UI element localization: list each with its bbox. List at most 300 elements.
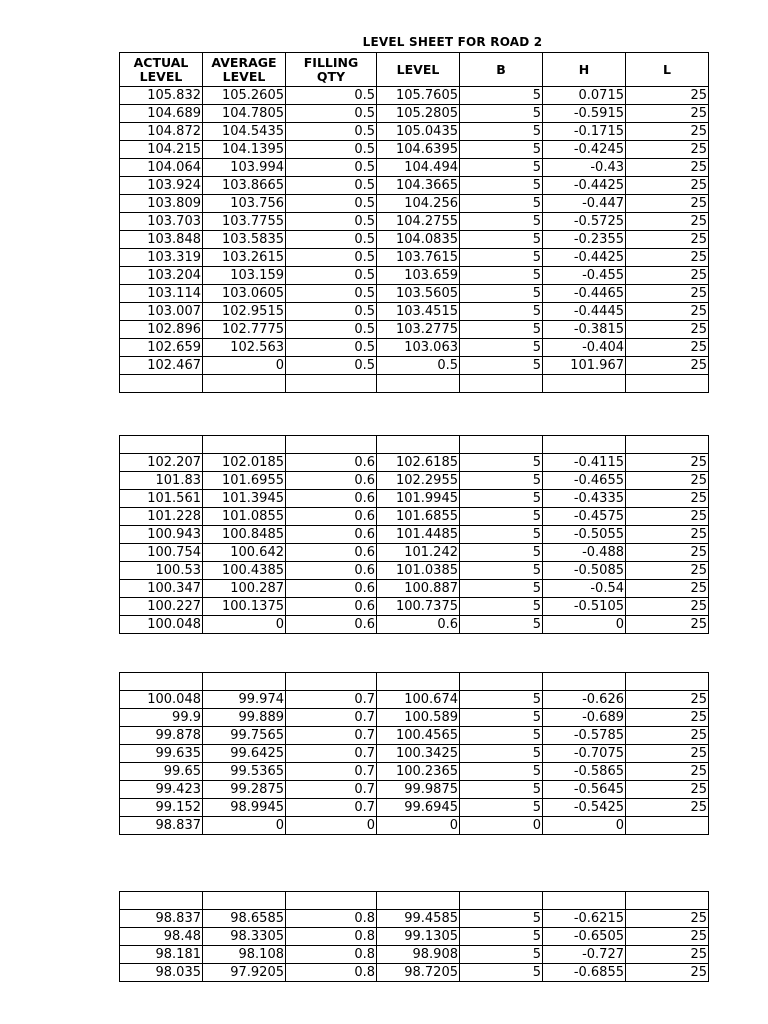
table-cell: 0.6 <box>286 598 377 616</box>
table-cell: 0.5 <box>286 213 377 231</box>
table-cell: -0.3815 <box>543 321 626 339</box>
table-cell: 102.467 <box>120 357 203 375</box>
table-cell: 25 <box>626 357 709 375</box>
sheet-title: LEVEL SHEET FOR ROAD 2 <box>362 35 543 49</box>
table-cell: -0.4655 <box>543 472 626 490</box>
table-cell: 103.8665 <box>203 177 286 195</box>
table-cell: 100.3425 <box>377 745 460 763</box>
table-cell: -0.4425 <box>543 249 626 267</box>
empty-cell <box>626 436 709 454</box>
table-cell: 99.889 <box>203 709 286 727</box>
table-cell: 104.1395 <box>203 141 286 159</box>
table-row <box>120 691 709 709</box>
table-row <box>120 321 709 339</box>
table-cell: 103.2615 <box>203 249 286 267</box>
table-cell: 104.872 <box>120 123 203 141</box>
table-cell: 104.3665 <box>377 177 460 195</box>
table-cell: 25 <box>626 946 709 964</box>
table-cell: 25 <box>626 213 709 231</box>
table-cell: 5 <box>460 454 543 472</box>
empty-cell <box>460 673 543 691</box>
table-row <box>120 817 709 835</box>
table-cell: 100.642 <box>203 544 286 562</box>
table-cell: -0.5915 <box>543 105 626 123</box>
table-cell: 25 <box>626 964 709 982</box>
table-cell: 98.9945 <box>203 799 286 817</box>
table-cell: 103.159 <box>203 267 286 285</box>
table-cell: 0 <box>286 817 377 835</box>
table-cell: 25 <box>626 781 709 799</box>
table-cell: 25 <box>626 177 709 195</box>
table-row <box>120 598 709 616</box>
table-cell: 103.114 <box>120 285 203 303</box>
table-cell: 103.204 <box>120 267 203 285</box>
table-cell: 100.53 <box>120 562 203 580</box>
header-b: B <box>460 53 543 87</box>
table-cell: 0.5 <box>286 141 377 159</box>
table-row <box>120 87 709 105</box>
empty-cell <box>286 673 377 691</box>
table-cell: 0 <box>203 817 286 835</box>
table-row <box>120 472 709 490</box>
table-cell: -0.4245 <box>543 141 626 159</box>
table-cell: 100.4565 <box>377 727 460 745</box>
table-cell: 103.809 <box>120 195 203 213</box>
table-row <box>120 159 709 177</box>
empty-cell <box>203 375 286 393</box>
table-cell: 25 <box>626 472 709 490</box>
table-row <box>120 709 709 727</box>
table-cell: 5 <box>460 105 543 123</box>
table-cell: 99.4585 <box>377 910 460 928</box>
table-cell: 103.319 <box>120 249 203 267</box>
table-cell: -0.488 <box>543 544 626 562</box>
header-level: LEVEL <box>377 53 460 87</box>
table-cell: -0.5785 <box>543 727 626 745</box>
table-cell: 105.2605 <box>203 87 286 105</box>
table-cell: 98.837 <box>120 817 203 835</box>
table-cell: 103.924 <box>120 177 203 195</box>
table-cell: 0 <box>460 817 543 835</box>
table-cell: 99.5365 <box>203 763 286 781</box>
table-cell: 25 <box>626 267 709 285</box>
table-cell: 98.6585 <box>203 910 286 928</box>
header-row <box>120 53 709 87</box>
table-cell: 98.181 <box>120 946 203 964</box>
table-cell: 0.5 <box>286 231 377 249</box>
table-cell: 25 <box>626 454 709 472</box>
table-cell: 100.227 <box>120 598 203 616</box>
table-cell: -0.7075 <box>543 745 626 763</box>
table-cell: 25 <box>626 562 709 580</box>
table-cell: 0.5 <box>286 105 377 123</box>
table-row <box>120 177 709 195</box>
table-cell: 103.5605 <box>377 285 460 303</box>
table-cell: -0.4425 <box>543 177 626 195</box>
table-cell: 101.83 <box>120 472 203 490</box>
table-cell: 25 <box>626 159 709 177</box>
table-cell: 25 <box>626 727 709 745</box>
table-cell: 5 <box>460 231 543 249</box>
table-row <box>120 508 709 526</box>
table-cell: 0.6 <box>286 472 377 490</box>
empty-cell <box>543 375 626 393</box>
table-cell: 0.5 <box>286 87 377 105</box>
table-row <box>120 544 709 562</box>
empty-cell <box>203 892 286 910</box>
table-row <box>120 357 709 375</box>
table-cell: 5 <box>460 544 543 562</box>
table-row <box>120 141 709 159</box>
table-cell: 98.48 <box>120 928 203 946</box>
table-cell: 103.4515 <box>377 303 460 321</box>
empty-cell <box>460 892 543 910</box>
level-table-section-1 <box>119 52 709 393</box>
header-actual-level: ACTUAL LEVEL <box>120 53 203 87</box>
table-cell: 99.9 <box>120 709 203 727</box>
table-cell: 0.7 <box>286 745 377 763</box>
table-cell: 25 <box>626 598 709 616</box>
table-cell: 5 <box>460 910 543 928</box>
table-row <box>120 105 709 123</box>
table-row <box>120 526 709 544</box>
table-row <box>120 195 709 213</box>
table-cell: 5 <box>460 249 543 267</box>
table-cell: 101.6955 <box>203 472 286 490</box>
table-row <box>120 616 709 634</box>
table-cell: 25 <box>626 709 709 727</box>
empty-cell <box>626 892 709 910</box>
table-cell: 102.0185 <box>203 454 286 472</box>
table-cell: -0.6215 <box>543 910 626 928</box>
table-cell: 99.635 <box>120 745 203 763</box>
empty-cell <box>203 673 286 691</box>
table-cell: 104.064 <box>120 159 203 177</box>
empty-cell <box>543 892 626 910</box>
table-row <box>120 799 709 817</box>
empty-cell <box>460 375 543 393</box>
table-cell: 0 <box>203 357 286 375</box>
table-cell: 25 <box>626 616 709 634</box>
table-cell: -0.2355 <box>543 231 626 249</box>
table-cell: 100.347 <box>120 580 203 598</box>
table-cell: 103.007 <box>120 303 203 321</box>
table-cell: 101.6855 <box>377 508 460 526</box>
table-cell: 0.5 <box>286 177 377 195</box>
header-l: L <box>626 53 709 87</box>
blank-row <box>120 673 709 691</box>
table-cell: 25 <box>626 580 709 598</box>
table-cell: 103.0605 <box>203 285 286 303</box>
table-cell: 0.8 <box>286 964 377 982</box>
table-row <box>120 781 709 799</box>
table-cell: 102.207 <box>120 454 203 472</box>
table-cell: 25 <box>626 285 709 303</box>
table-cell: 98.837 <box>120 910 203 928</box>
table-cell: 99.6425 <box>203 745 286 763</box>
table-cell: 0.8 <box>286 946 377 964</box>
table-cell: 99.65 <box>120 763 203 781</box>
table-row <box>120 928 709 946</box>
table-row <box>120 580 709 598</box>
table-row <box>120 946 709 964</box>
table-cell: 99.2875 <box>203 781 286 799</box>
table-row <box>120 303 709 321</box>
table-cell: 102.2955 <box>377 472 460 490</box>
table-cell: 104.0835 <box>377 231 460 249</box>
table-cell: -0.4115 <box>543 454 626 472</box>
table-cell: 0.8 <box>286 910 377 928</box>
table-cell: -0.5865 <box>543 763 626 781</box>
table-cell: 98.3305 <box>203 928 286 946</box>
table-row <box>120 249 709 267</box>
table-cell: 25 <box>626 799 709 817</box>
table-cell: 5 <box>460 691 543 709</box>
table-cell: 25 <box>626 303 709 321</box>
table-cell: 100.887 <box>377 580 460 598</box>
table-cell: 97.9205 <box>203 964 286 982</box>
table-cell: 5 <box>460 357 543 375</box>
table-cell: 0.5 <box>377 357 460 375</box>
table-cell: 101.967 <box>543 357 626 375</box>
table-cell: 101.0855 <box>203 508 286 526</box>
table-cell: 104.256 <box>377 195 460 213</box>
table-cell: -0.5085 <box>543 562 626 580</box>
table-cell: 25 <box>626 691 709 709</box>
table-cell: 98.908 <box>377 946 460 964</box>
table-cell: 5 <box>460 267 543 285</box>
level-table-section-3 <box>119 672 709 835</box>
table-cell: 0.5 <box>286 195 377 213</box>
table-cell: 5 <box>460 964 543 982</box>
table-cell: 104.6395 <box>377 141 460 159</box>
table-row <box>120 910 709 928</box>
table-cell: 0.6 <box>286 508 377 526</box>
table-cell: 25 <box>626 526 709 544</box>
table-cell: 100.048 <box>120 691 203 709</box>
table-cell: 5 <box>460 745 543 763</box>
table-cell: 99.6945 <box>377 799 460 817</box>
table-cell: 25 <box>626 141 709 159</box>
table-cell: -0.4335 <box>543 490 626 508</box>
table-row <box>120 964 709 982</box>
table-cell: 0.6 <box>286 526 377 544</box>
table-cell: 0.0715 <box>543 87 626 105</box>
table-cell: 99.974 <box>203 691 286 709</box>
table-cell: 25 <box>626 195 709 213</box>
table-row <box>120 490 709 508</box>
table-cell: 0 <box>543 817 626 835</box>
table-cell: 100.7375 <box>377 598 460 616</box>
table-cell: 0.6 <box>286 454 377 472</box>
table-cell: 101.0385 <box>377 562 460 580</box>
table-cell: 5 <box>460 598 543 616</box>
table-cell: 0.7 <box>286 763 377 781</box>
table-cell: 101.228 <box>120 508 203 526</box>
table-cell: 0.5 <box>286 339 377 357</box>
empty-cell <box>286 375 377 393</box>
table-cell: 5 <box>460 763 543 781</box>
table-cell: 25 <box>626 249 709 267</box>
table-cell: 103.848 <box>120 231 203 249</box>
table-cell: 104.689 <box>120 105 203 123</box>
table-cell: 98.7205 <box>377 964 460 982</box>
blank-row <box>120 375 709 393</box>
table-cell: 100.4385 <box>203 562 286 580</box>
table-cell: 101.4485 <box>377 526 460 544</box>
table-cell: 25 <box>626 87 709 105</box>
table-cell: 101.242 <box>377 544 460 562</box>
table-cell: 99.7565 <box>203 727 286 745</box>
empty-cell <box>626 673 709 691</box>
table-cell: 0.5 <box>286 123 377 141</box>
table-cell: 5 <box>460 508 543 526</box>
table-cell: 5 <box>460 490 543 508</box>
table-cell: -0.4575 <box>543 508 626 526</box>
table-cell: 0.7 <box>286 691 377 709</box>
table-cell: 0.6 <box>286 562 377 580</box>
table-cell: 0 <box>543 616 626 634</box>
table-cell: 103.756 <box>203 195 286 213</box>
table-cell: 100.1375 <box>203 598 286 616</box>
table-cell: 0.6 <box>286 490 377 508</box>
table-cell: 5 <box>460 616 543 634</box>
table-cell: 104.2755 <box>377 213 460 231</box>
table-cell: 5 <box>460 526 543 544</box>
level-table-section-4 <box>119 891 709 982</box>
table-cell: 105.2805 <box>377 105 460 123</box>
table-cell: 100.8485 <box>203 526 286 544</box>
table-cell: 0.7 <box>286 781 377 799</box>
table-cell: 102.659 <box>120 339 203 357</box>
table-cell: 25 <box>626 508 709 526</box>
table-cell: 103.994 <box>203 159 286 177</box>
table-cell: 105.0435 <box>377 123 460 141</box>
table-cell: 25 <box>626 490 709 508</box>
table-cell: 5 <box>460 285 543 303</box>
empty-cell <box>543 436 626 454</box>
table-cell: 100.048 <box>120 616 203 634</box>
table-cell: 5 <box>460 799 543 817</box>
table-cell: 25 <box>626 339 709 357</box>
table-row <box>120 763 709 781</box>
table-cell: 0.7 <box>286 709 377 727</box>
table-cell: 25 <box>626 928 709 946</box>
table-cell: 0.6 <box>286 580 377 598</box>
table-cell: -0.689 <box>543 709 626 727</box>
table-cell: 103.2775 <box>377 321 460 339</box>
table-cell: 100.287 <box>203 580 286 598</box>
empty-cell <box>120 892 203 910</box>
table-cell: 25 <box>626 105 709 123</box>
table-cell: 5 <box>460 87 543 105</box>
header-filling-qty: FILLING QTY <box>286 53 377 87</box>
table-cell: 5 <box>460 123 543 141</box>
table-cell: -0.455 <box>543 267 626 285</box>
table-cell: 25 <box>626 745 709 763</box>
table-cell: -0.404 <box>543 339 626 357</box>
table-cell: 98.108 <box>203 946 286 964</box>
table-cell: 5 <box>460 321 543 339</box>
table-cell: -0.1715 <box>543 123 626 141</box>
table-cell: 102.9515 <box>203 303 286 321</box>
table-cell: -0.447 <box>543 195 626 213</box>
table-row <box>120 285 709 303</box>
table-cell: 5 <box>460 928 543 946</box>
table-cell: 0.8 <box>286 928 377 946</box>
table-cell: 103.063 <box>377 339 460 357</box>
table-cell: 0.7 <box>286 727 377 745</box>
table-cell <box>626 817 709 835</box>
empty-cell <box>543 673 626 691</box>
table-cell: 100.943 <box>120 526 203 544</box>
table-cell: 25 <box>626 544 709 562</box>
table-cell: 0.7 <box>286 799 377 817</box>
table-cell: -0.727 <box>543 946 626 964</box>
table-cell: 5 <box>460 213 543 231</box>
table-cell: 0 <box>377 817 460 835</box>
table-cell: 99.878 <box>120 727 203 745</box>
table-cell: 25 <box>626 231 709 249</box>
table-cell: 5 <box>460 303 543 321</box>
table-cell: 101.3945 <box>203 490 286 508</box>
table-cell: -0.5645 <box>543 781 626 799</box>
table-cell: 0.5 <box>286 159 377 177</box>
table-cell: 5 <box>460 472 543 490</box>
table-cell: 5 <box>460 159 543 177</box>
table-cell: 104.215 <box>120 141 203 159</box>
table-cell: 104.494 <box>377 159 460 177</box>
empty-cell <box>377 436 460 454</box>
table-cell: 105.7605 <box>377 87 460 105</box>
table-row <box>120 267 709 285</box>
table-cell: 101.561 <box>120 490 203 508</box>
table-cell: 0.5 <box>286 267 377 285</box>
table-cell: 105.832 <box>120 87 203 105</box>
table-cell: 103.7615 <box>377 249 460 267</box>
table-cell: 102.896 <box>120 321 203 339</box>
table-cell: 5 <box>460 709 543 727</box>
header-h: H <box>543 53 626 87</box>
empty-cell <box>120 436 203 454</box>
table-cell: 100.589 <box>377 709 460 727</box>
table-cell: 0.6 <box>286 544 377 562</box>
table-cell: 25 <box>626 910 709 928</box>
table-row <box>120 213 709 231</box>
table-cell: -0.5425 <box>543 799 626 817</box>
table-cell: 5 <box>460 781 543 799</box>
blank-row <box>120 436 709 454</box>
level-table-section-2 <box>119 435 709 634</box>
table-row <box>120 454 709 472</box>
table-cell: -0.4445 <box>543 303 626 321</box>
table-cell: 0.5 <box>286 303 377 321</box>
table-cell: -0.5725 <box>543 213 626 231</box>
table-cell: -0.5055 <box>543 526 626 544</box>
table-cell: 0.5 <box>286 357 377 375</box>
table-cell: -0.6855 <box>543 964 626 982</box>
table-cell: 104.7805 <box>203 105 286 123</box>
table-row <box>120 123 709 141</box>
table-cell: -0.626 <box>543 691 626 709</box>
table-cell: 25 <box>626 321 709 339</box>
table-cell: -0.6505 <box>543 928 626 946</box>
table-cell: 99.423 <box>120 781 203 799</box>
table-cell: 0.5 <box>286 321 377 339</box>
table-cell: -0.5105 <box>543 598 626 616</box>
table-cell: -0.4465 <box>543 285 626 303</box>
table-cell: -0.43 <box>543 159 626 177</box>
